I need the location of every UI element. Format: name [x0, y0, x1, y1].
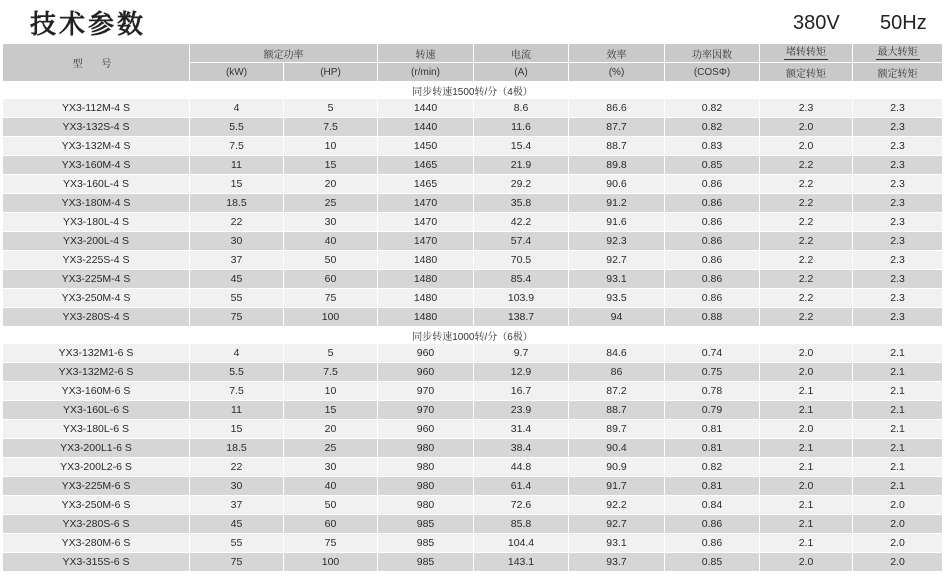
cell-max-torque-ratio: 2.3: [853, 251, 943, 270]
cell-model: YX3-160L-4 S: [3, 175, 190, 194]
cell-efficiency: 93.1: [569, 534, 665, 553]
header-power-factor: 功率因数: [665, 44, 760, 63]
cell-power-factor: 0.86: [665, 194, 760, 213]
cell-efficiency: 90.4: [569, 439, 665, 458]
cell-max-torque-ratio: 2.3: [853, 137, 943, 156]
header-max-torque-denominator: 额定转矩: [853, 63, 943, 82]
cell-max-torque-ratio: 2.3: [853, 308, 943, 327]
cell-locked-rotor-torque-ratio: 2.1: [760, 382, 853, 401]
cell-efficiency: 92.7: [569, 515, 665, 534]
cell-power-kw: 55: [190, 289, 284, 308]
cell-speed: 980: [378, 496, 474, 515]
cell-efficiency: 87.7: [569, 118, 665, 137]
group-header-row: [3, 327, 943, 344]
cell-power-kw: 37: [190, 496, 284, 515]
cell-max-torque-ratio: 2.3: [853, 118, 943, 137]
table-row: [3, 137, 943, 156]
cell-model: YX3-132M-4 S: [3, 137, 190, 156]
cell-power-factor: 0.82: [665, 458, 760, 477]
cell-power-hp: 10: [284, 137, 378, 156]
cell-power-kw: 22: [190, 213, 284, 232]
cell-max-torque-ratio: 2.3: [853, 156, 943, 175]
cell-efficiency: 92.3: [569, 232, 665, 251]
cell-max-torque-ratio: 2.3: [853, 270, 943, 289]
header-speed-unit: (r/min): [378, 63, 474, 82]
cell-power-hp: 30: [284, 458, 378, 477]
cell-efficiency: 91.2: [569, 194, 665, 213]
header-efficiency: 效率: [569, 44, 665, 63]
header-current: 电流: [474, 44, 569, 63]
cell-speed: 1470: [378, 213, 474, 232]
cell-max-torque-ratio: 2.0: [853, 515, 943, 534]
cell-model: YX3-160L-6 S: [3, 401, 190, 420]
cell-power-factor: 0.86: [665, 534, 760, 553]
cell-locked-rotor-torque-ratio: 2.0: [760, 363, 853, 382]
cell-power-kw: 30: [190, 477, 284, 496]
cell-max-torque-ratio: 2.1: [853, 382, 943, 401]
cell-locked-rotor-torque-ratio: 2.1: [760, 515, 853, 534]
cell-power-factor: 0.86: [665, 213, 760, 232]
header-current-unit: (A): [474, 63, 569, 82]
cell-max-torque-ratio: 2.1: [853, 477, 943, 496]
cell-model: YX3-200L2-6 S: [3, 458, 190, 477]
cell-model: YX3-280S-6 S: [3, 515, 190, 534]
cell-efficiency: 90.9: [569, 458, 665, 477]
cell-power-kw: 55: [190, 534, 284, 553]
cell-power-hp: 25: [284, 194, 378, 213]
table-row: [3, 420, 943, 439]
cell-current: 38.4: [474, 439, 569, 458]
cell-power-kw: 7.5: [190, 382, 284, 401]
cell-max-torque-ratio: 2.1: [853, 363, 943, 382]
cell-efficiency: 93.5: [569, 289, 665, 308]
cell-power-kw: 30: [190, 232, 284, 251]
cell-power-hp: 30: [284, 213, 378, 232]
cell-model: YX3-180M-4 S: [3, 194, 190, 213]
cell-locked-rotor-torque-ratio: 2.1: [760, 534, 853, 553]
cell-power-kw: 4: [190, 99, 284, 118]
group-header-row: [3, 82, 943, 99]
cell-locked-rotor-torque-ratio: 2.0: [760, 477, 853, 496]
technical-parameters-table: [2, 43, 943, 572]
header-locked-rotor-torque: [760, 44, 853, 63]
cell-locked-rotor-torque-ratio: 2.1: [760, 439, 853, 458]
header-rated-power: 额定功率: [190, 44, 378, 63]
header-kw-unit: (kW): [190, 63, 284, 82]
cell-current: 61.4: [474, 477, 569, 496]
header-efficiency-unit: (%): [569, 63, 665, 82]
cell-max-torque-ratio: 2.3: [853, 194, 943, 213]
cell-model: YX3-180L-4 S: [3, 213, 190, 232]
cell-efficiency: 89.7: [569, 420, 665, 439]
cell-speed: 1480: [378, 289, 474, 308]
cell-current: 21.9: [474, 156, 569, 175]
cell-speed: 980: [378, 458, 474, 477]
cell-power-hp: 50: [284, 496, 378, 515]
cell-locked-rotor-torque-ratio: 2.2: [760, 232, 853, 251]
cell-speed: 970: [378, 382, 474, 401]
cell-power-factor: 0.86: [665, 232, 760, 251]
cell-power-hp: 10: [284, 382, 378, 401]
cell-power-hp: 40: [284, 477, 378, 496]
group-header-label: 同步转速1500转/分（4极）: [3, 82, 943, 99]
cell-power-hp: 7.5: [284, 118, 378, 137]
table-row: [3, 553, 943, 572]
cell-efficiency: 93.7: [569, 553, 665, 572]
table-row: [3, 401, 943, 420]
cell-locked-rotor-torque-ratio: 2.1: [760, 401, 853, 420]
cell-power-kw: 5.5: [190, 363, 284, 382]
cell-power-factor: 0.81: [665, 477, 760, 496]
page-header: [0, 0, 944, 42]
cell-power-hp: 100: [284, 308, 378, 327]
cell-efficiency: 91.6: [569, 213, 665, 232]
table-row: [3, 213, 943, 232]
table-row: [3, 458, 943, 477]
cell-speed: 1465: [378, 156, 474, 175]
header-max-torque: [853, 44, 943, 63]
cell-power-kw: 18.5: [190, 194, 284, 213]
header-max-torque-numerator: 最大转矩: [877, 47, 918, 58]
cell-current: 44.8: [474, 458, 569, 477]
cell-current: 70.5: [474, 251, 569, 270]
cell-current: 9.7: [474, 344, 569, 363]
cell-max-torque-ratio: 2.3: [853, 175, 943, 194]
cell-current: 23.9: [474, 401, 569, 420]
cell-efficiency: 87.2: [569, 382, 665, 401]
cell-model: YX3-225M-4 S: [3, 270, 190, 289]
cell-power-kw: 4: [190, 344, 284, 363]
cell-locked-rotor-torque-ratio: 2.2: [760, 213, 853, 232]
cell-power-kw: 5.5: [190, 118, 284, 137]
cell-locked-rotor-torque-ratio: 2.0: [760, 137, 853, 156]
cell-max-torque-ratio: 2.0: [853, 534, 943, 553]
cell-locked-rotor-torque-ratio: 2.1: [760, 458, 853, 477]
cell-locked-rotor-torque-ratio: 2.2: [760, 270, 853, 289]
cell-max-torque-ratio: 2.3: [853, 213, 943, 232]
cell-model: YX3-225S-4 S: [3, 251, 190, 270]
cell-current: 42.2: [474, 213, 569, 232]
cell-power-hp: 60: [284, 270, 378, 289]
cell-speed: 1470: [378, 232, 474, 251]
cell-speed: 960: [378, 363, 474, 382]
voltage-label: 380V: [793, 12, 840, 34]
cell-power-kw: 75: [190, 553, 284, 572]
cell-power-factor: 0.78: [665, 382, 760, 401]
cell-power-hp: 7.5: [284, 363, 378, 382]
cell-max-torque-ratio: 2.0: [853, 496, 943, 515]
table-row: [3, 382, 943, 401]
table-row: [3, 251, 943, 270]
cell-model: YX3-112M-4 S: [3, 99, 190, 118]
cell-speed: 1465: [378, 175, 474, 194]
cell-max-torque-ratio: 2.3: [853, 99, 943, 118]
cell-power-hp: 15: [284, 401, 378, 420]
cell-power-factor: 0.86: [665, 175, 760, 194]
cell-current: 85.8: [474, 515, 569, 534]
cell-current: 16.7: [474, 382, 569, 401]
cell-power-hp: 5: [284, 99, 378, 118]
cell-current: 57.4: [474, 232, 569, 251]
cell-power-kw: 11: [190, 401, 284, 420]
cell-efficiency: 84.6: [569, 344, 665, 363]
cell-locked-rotor-torque-ratio: 2.0: [760, 118, 853, 137]
group-header-label: 同步转速1000转/分（6极）: [3, 327, 943, 344]
cell-power-factor: 0.74: [665, 344, 760, 363]
cell-power-hp: 40: [284, 232, 378, 251]
cell-max-torque-ratio: 2.1: [853, 344, 943, 363]
header-model: 型 号: [3, 44, 190, 82]
header-locked-rotor-torque-numerator: 堵转转矩: [786, 47, 826, 58]
cell-power-factor: 0.81: [665, 420, 760, 439]
cell-speed: 985: [378, 534, 474, 553]
cell-efficiency: 92.2: [569, 496, 665, 515]
header-speed: 转速: [378, 44, 474, 63]
cell-current: 138.7: [474, 308, 569, 327]
cell-efficiency: 92.7: [569, 251, 665, 270]
cell-current: 31.4: [474, 420, 569, 439]
page-title: 技术参数: [30, 10, 147, 40]
cell-model: YX3-280S-4 S: [3, 308, 190, 327]
cell-speed: 980: [378, 439, 474, 458]
frequency-label: 50Hz: [880, 12, 927, 34]
cell-current: 143.1: [474, 553, 569, 572]
cell-efficiency: 91.7: [569, 477, 665, 496]
cell-power-factor: 0.81: [665, 439, 760, 458]
cell-power-factor: 0.83: [665, 137, 760, 156]
table-row: [3, 175, 943, 194]
table-row: [3, 477, 943, 496]
cell-locked-rotor-torque-ratio: 2.2: [760, 175, 853, 194]
cell-power-kw: 22: [190, 458, 284, 477]
cell-power-kw: 45: [190, 270, 284, 289]
cell-max-torque-ratio: 2.0: [853, 553, 943, 572]
cell-speed: 960: [378, 344, 474, 363]
cell-power-factor: 0.88: [665, 308, 760, 327]
cell-power-hp: 75: [284, 534, 378, 553]
cell-max-torque-ratio: 2.1: [853, 439, 943, 458]
table-row: [3, 439, 943, 458]
cell-max-torque-ratio: 2.1: [853, 420, 943, 439]
cell-power-hp: 60: [284, 515, 378, 534]
cell-locked-rotor-torque-ratio: 2.1: [760, 496, 853, 515]
cell-current: 72.6: [474, 496, 569, 515]
cell-efficiency: 89.8: [569, 156, 665, 175]
cell-speed: 1480: [378, 251, 474, 270]
cell-locked-rotor-torque-ratio: 2.2: [760, 308, 853, 327]
cell-speed: 970: [378, 401, 474, 420]
cell-speed: 980: [378, 477, 474, 496]
table-row: [3, 194, 943, 213]
cell-locked-rotor-torque-ratio: 2.2: [760, 251, 853, 270]
cell-power-hp: 20: [284, 420, 378, 439]
cell-current: 85.4: [474, 270, 569, 289]
cell-speed: 960: [378, 420, 474, 439]
cell-efficiency: 88.7: [569, 137, 665, 156]
cell-model: YX3-250M-6 S: [3, 496, 190, 515]
cell-power-factor: 0.79: [665, 401, 760, 420]
cell-power-factor: 0.86: [665, 515, 760, 534]
cell-power-factor: 0.85: [665, 553, 760, 572]
cell-efficiency: 93.1: [569, 270, 665, 289]
cell-locked-rotor-torque-ratio: 2.2: [760, 289, 853, 308]
cell-locked-rotor-torque-ratio: 2.0: [760, 420, 853, 439]
cell-model: YX3-180L-6 S: [3, 420, 190, 439]
cell-power-hp: 50: [284, 251, 378, 270]
table-body: [3, 82, 943, 572]
cell-efficiency: 94: [569, 308, 665, 327]
cell-speed: 1480: [378, 270, 474, 289]
cell-power-factor: 0.86: [665, 270, 760, 289]
cell-efficiency: 86.6: [569, 99, 665, 118]
table-row: [3, 118, 943, 137]
cell-model: YX3-200L-4 S: [3, 232, 190, 251]
cell-model: YX3-315S-6 S: [3, 553, 190, 572]
cell-model: YX3-250M-4 S: [3, 289, 190, 308]
cell-power-factor: 0.82: [665, 118, 760, 137]
cell-locked-rotor-torque-ratio: 2.2: [760, 194, 853, 213]
cell-power-kw: 75: [190, 308, 284, 327]
header-power-factor-unit: (COSΦ): [665, 63, 760, 82]
cell-model: YX3-160M-6 S: [3, 382, 190, 401]
cell-current: 8.6: [474, 99, 569, 118]
table-row: [3, 308, 943, 327]
table-row: [3, 156, 943, 175]
table-row: [3, 363, 943, 382]
table-row: [3, 99, 943, 118]
cell-power-hp: 15: [284, 156, 378, 175]
table-row: [3, 344, 943, 363]
cell-power-kw: 45: [190, 515, 284, 534]
cell-power-hp: 100: [284, 553, 378, 572]
cell-current: 12.9: [474, 363, 569, 382]
cell-model: YX3-160M-4 S: [3, 156, 190, 175]
cell-power-kw: 11: [190, 156, 284, 175]
cell-power-factor: 0.86: [665, 289, 760, 308]
header-locked-rotor-torque-denominator: 额定转矩: [760, 63, 853, 82]
cell-model: YX3-132M1-6 S: [3, 344, 190, 363]
table-row: [3, 232, 943, 251]
table-row: [3, 270, 943, 289]
cell-power-kw: 7.5: [190, 137, 284, 156]
cell-power-kw: 37: [190, 251, 284, 270]
cell-speed: 1440: [378, 118, 474, 137]
cell-model: YX3-132M2-6 S: [3, 363, 190, 382]
cell-speed: 985: [378, 515, 474, 534]
cell-power-factor: 0.75: [665, 363, 760, 382]
cell-max-torque-ratio: 2.3: [853, 289, 943, 308]
table-row: [3, 496, 943, 515]
cell-speed: 985: [378, 553, 474, 572]
table-row: [3, 515, 943, 534]
cell-current: 103.9: [474, 289, 569, 308]
cell-current: 29.2: [474, 175, 569, 194]
cell-efficiency: 90.6: [569, 175, 665, 194]
cell-speed: 1480: [378, 308, 474, 327]
cell-current: 104.4: [474, 534, 569, 553]
cell-max-torque-ratio: 2.1: [853, 401, 943, 420]
cell-power-factor: 0.86: [665, 251, 760, 270]
cell-power-kw: 15: [190, 175, 284, 194]
cell-efficiency: 86: [569, 363, 665, 382]
cell-locked-rotor-torque-ratio: 2.0: [760, 344, 853, 363]
cell-locked-rotor-torque-ratio: 2.3: [760, 99, 853, 118]
header-hp-unit: (HP): [284, 63, 378, 82]
cell-power-kw: 18.5: [190, 439, 284, 458]
cell-power-hp: 75: [284, 289, 378, 308]
cell-power-factor: 0.82: [665, 99, 760, 118]
table-row: [3, 534, 943, 553]
cell-max-torque-ratio: 2.3: [853, 232, 943, 251]
cell-speed: 1470: [378, 194, 474, 213]
cell-max-torque-ratio: 2.1: [853, 458, 943, 477]
cell-speed: 1440: [378, 99, 474, 118]
cell-speed: 1450: [378, 137, 474, 156]
cell-locked-rotor-torque-ratio: 2.0: [760, 553, 853, 572]
cell-efficiency: 88.7: [569, 401, 665, 420]
cell-power-factor: 0.84: [665, 496, 760, 515]
cell-model: YX3-132S-4 S: [3, 118, 190, 137]
cell-power-factor: 0.85: [665, 156, 760, 175]
cell-locked-rotor-torque-ratio: 2.2: [760, 156, 853, 175]
cell-power-hp: 20: [284, 175, 378, 194]
cell-model: YX3-280M-6 S: [3, 534, 190, 553]
cell-model: YX3-200L1-6 S: [3, 439, 190, 458]
cell-power-kw: 15: [190, 420, 284, 439]
cell-model: YX3-225M-6 S: [3, 477, 190, 496]
cell-current: 15.4: [474, 137, 569, 156]
table-header: [3, 44, 943, 82]
table-row: [3, 289, 943, 308]
cell-current: 35.8: [474, 194, 569, 213]
cell-power-hp: 25: [284, 439, 378, 458]
cell-current: 11.6: [474, 118, 569, 137]
cell-power-hp: 5: [284, 344, 378, 363]
